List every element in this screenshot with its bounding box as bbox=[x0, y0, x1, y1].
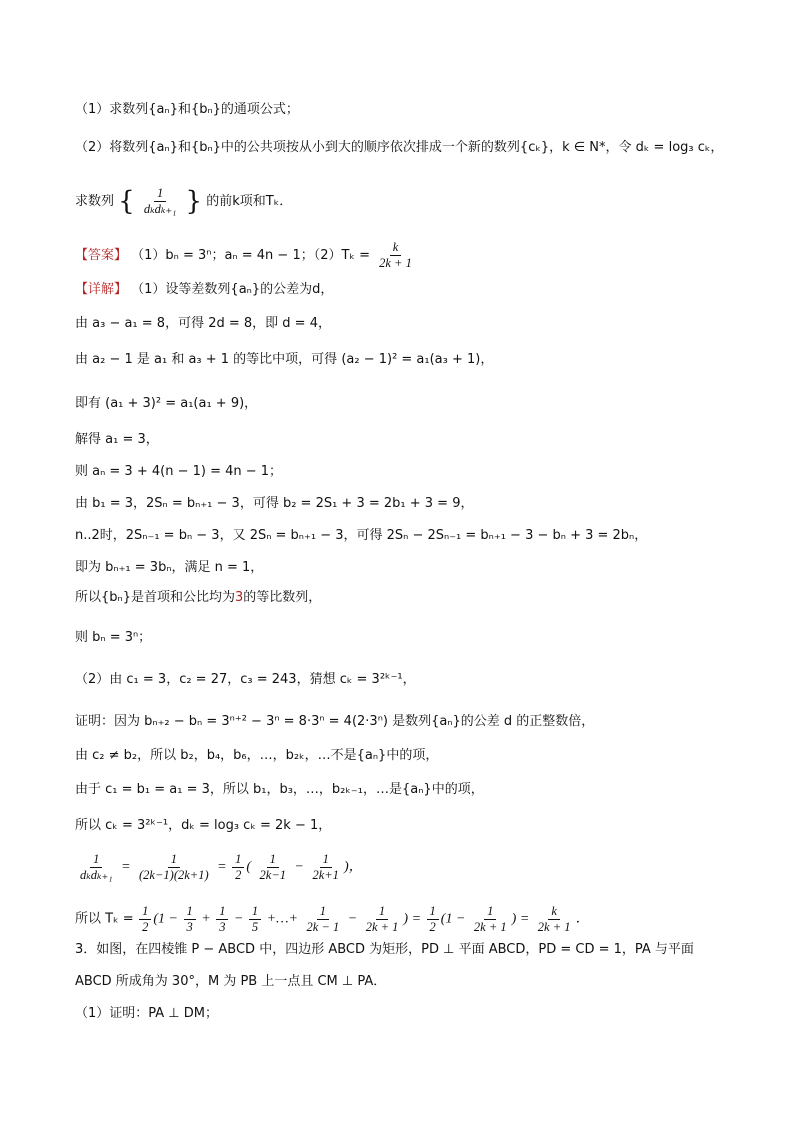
answer-line bbox=[75, 240, 417, 271]
right-brace: } bbox=[185, 186, 203, 217]
fraction-denominator: 2k+1 bbox=[312, 868, 339, 882]
question-part-2-continued bbox=[75, 186, 292, 217]
fraction-denominator: 3 bbox=[219, 920, 226, 934]
ellipsis: +…+ bbox=[266, 911, 298, 927]
fraction bbox=[184, 904, 196, 935]
fraction-denominator: 2k + 1 bbox=[379, 256, 412, 270]
paren-close: ) bbox=[511, 911, 517, 927]
question-part-1: （1）求数列{aₙ}和{bₙ}的通项公式； bbox=[75, 102, 299, 117]
fraction bbox=[304, 904, 343, 935]
fraction-numerator: 1 bbox=[317, 904, 329, 920]
fraction-numerator: 1 bbox=[376, 904, 388, 920]
fraction bbox=[232, 852, 244, 883]
fraction-denominator: 2k + 1 bbox=[473, 920, 507, 934]
fraction bbox=[257, 852, 289, 883]
fraction-denominator: 3 bbox=[186, 920, 193, 934]
fraction-numerator: 1 bbox=[232, 852, 244, 868]
period: ． bbox=[575, 911, 590, 927]
fraction-denominator: 2k + 1 bbox=[537, 920, 571, 934]
paren-close: ) bbox=[403, 911, 409, 927]
fraction-numerator: 1 bbox=[484, 904, 496, 920]
sum-equation-line bbox=[75, 904, 590, 935]
fraction-numerator: 1 bbox=[320, 852, 332, 868]
detail-line bbox=[75, 280, 333, 300]
detail-tag: 【详解】 bbox=[75, 282, 128, 297]
solution-line: 则 aₙ = 3 + 4(n − 1) = 4n − 1； bbox=[75, 464, 283, 479]
fraction-denominator: dₖdₖ₊₁ bbox=[143, 202, 177, 216]
fraction-numerator: 1 bbox=[249, 904, 261, 920]
text: 的前k项和Tₖ． bbox=[206, 194, 293, 209]
highlighted-number: 3 bbox=[234, 590, 244, 605]
minus-sign: − bbox=[294, 859, 304, 875]
fraction-denominator: 2 bbox=[142, 920, 149, 934]
solution-line: 解得 a₁ = 3， bbox=[75, 432, 159, 447]
fraction bbox=[309, 852, 341, 883]
fraction-equation-line bbox=[75, 852, 363, 883]
fraction bbox=[535, 904, 574, 935]
next-question: 3．如图，在四棱锥 P − ABCD 中，四边形 ABCD 为矩形，PD ⊥ 平面 ABCD，PD = CD = 1，PA 与平面 bbox=[75, 942, 694, 957]
fraction-denominator: 2 bbox=[235, 868, 242, 882]
fraction-numerator: 1 bbox=[267, 852, 279, 868]
paren-open: ( bbox=[246, 859, 252, 875]
fraction-numerator: 1 bbox=[139, 904, 151, 920]
fraction-numerator: 1 bbox=[427, 904, 439, 920]
solution-line: 由 b₁ = 3，2Sₙ = bₙ₊₁ − 3，可得 b₂ = 2S₁ + 3 = 2b₁ + 3 = 9， bbox=[75, 496, 474, 511]
solution-line: 由 a₃ − a₁ = 8，可得 2d = 8，即 d = 4， bbox=[75, 316, 331, 331]
solution-line: 即为 bₙ₊₁ = 3bₙ，满足 n = 1， bbox=[75, 560, 264, 575]
equals-sign: = bbox=[411, 911, 422, 927]
fraction bbox=[427, 904, 439, 935]
equals-sign: = bbox=[217, 859, 227, 875]
solution-line: 由 a₂ − 1 是 a₁ 和 a₃ + 1 的等比中项，可得 (a₂ − 1)² = a₁(a₃ + 1)， bbox=[75, 352, 494, 367]
fraction bbox=[216, 904, 228, 935]
fraction-numerator: k bbox=[390, 240, 402, 256]
equals-sign: = bbox=[519, 911, 530, 927]
text: 求数列 bbox=[75, 194, 115, 209]
answer-text: （1）bₙ = 3ⁿ；aₙ = 4n − 1；（2）Tₖ = bbox=[131, 248, 370, 263]
solution-line: 由于 c₁ = b₁ = a₁ = 3，所以 b₁，b₃，…，b₂ₖ₋₁，…是{aₙ}中的项， bbox=[75, 782, 484, 797]
fraction-numerator: k bbox=[548, 904, 560, 920]
answer-tag: 【答案】 bbox=[75, 248, 128, 263]
paren-close: )， bbox=[343, 859, 363, 875]
fraction bbox=[141, 186, 180, 217]
fraction-denominator: 2k−1 bbox=[259, 868, 286, 882]
fraction bbox=[77, 852, 116, 883]
fraction bbox=[363, 904, 402, 935]
text: (1 − bbox=[153, 911, 178, 927]
fraction-denominator: 2 bbox=[429, 920, 436, 934]
fraction-denominator: dₖdₖ₊₁ bbox=[80, 868, 113, 882]
fraction-numerator: 1 bbox=[216, 904, 228, 920]
fraction-numerator: 1 bbox=[184, 904, 196, 920]
solution-line: 所以 cₖ = 3²ᵏ⁻¹，dₖ = log₃ cₖ = 2k − 1， bbox=[75, 818, 332, 833]
fraction bbox=[139, 904, 151, 935]
solution-line bbox=[75, 588, 321, 608]
paren-open: (1 − bbox=[440, 911, 466, 927]
fraction-denominator: 2k + 1 bbox=[365, 920, 399, 934]
left-brace: { bbox=[118, 186, 135, 217]
plus-sign: + bbox=[201, 911, 211, 927]
fraction-denominator: 2k − 1 bbox=[306, 920, 340, 934]
solution-line: 则 bₙ = 3ⁿ； bbox=[75, 630, 152, 645]
fraction-numerator: 1 bbox=[168, 852, 180, 868]
question-part-2: （2）将数列{aₙ}和{bₙ}中的公共项按从小到大的顺序依次排成一个新的数列{cₖ}，k ∈ N*，令 dₖ = log₃ cₖ， bbox=[75, 140, 724, 155]
fraction-numerator: 1 bbox=[154, 186, 166, 202]
text: 的等比数列， bbox=[243, 590, 322, 605]
fraction bbox=[249, 904, 261, 935]
solution-line: 即有 (a₁ + 3)² = a₁(a₁ + 9)， bbox=[75, 396, 258, 411]
solution-line: 证明：因为 bₙ₊₂ − bₙ = 3ⁿ⁺² − 3ⁿ = 8·3ⁿ = 4(2·3ⁿ) 是数列{aₙ}的公差 d 的正整数倍， bbox=[75, 714, 595, 729]
fraction-numerator: 1 bbox=[90, 852, 102, 868]
equals-sign: = bbox=[121, 859, 131, 875]
text: 所以 Tₖ = bbox=[75, 911, 134, 927]
fraction bbox=[376, 240, 415, 271]
text: 所以{bₙ}是首项和公比均为 bbox=[75, 590, 235, 605]
solution-line: 由 c₂ ≠ b₂，所以 b₂，b₄，b₆，…，b₂ₖ，…不是{aₙ}中的项， bbox=[75, 748, 439, 763]
fraction-denominator: 5 bbox=[251, 920, 259, 934]
minus-sign: − bbox=[347, 911, 358, 927]
solution-line: n..2时，2Sₙ₋₁ = bₙ − 3，又 2Sₙ = bₙ₊₁ − 3，可得 2Sₙ − 2Sₙ₋₁ = bₙ₊₁ − 3 − bₙ + 3 = 2bₙ， bbox=[75, 528, 648, 543]
minus-sign: − bbox=[233, 911, 244, 927]
solution-line: （2）由 c₁ = 3，c₂ = 27，c₃ = 243，猜想 cₖ = 3²ᵏ⁻¹， bbox=[75, 672, 416, 687]
fraction bbox=[136, 852, 212, 883]
next-question-continued: ABCD 所成角为 30°，M 为 PB 上一点且 CM ⊥ PA． bbox=[75, 974, 387, 989]
detail-text: （1）设等差数列{aₙ}的公差为d， bbox=[131, 282, 334, 297]
next-question-part-1: （1）证明：PA ⊥ DM； bbox=[75, 1006, 218, 1021]
fraction bbox=[471, 904, 510, 935]
fraction-denominator: (2k−1)(2k+1) bbox=[139, 868, 209, 882]
